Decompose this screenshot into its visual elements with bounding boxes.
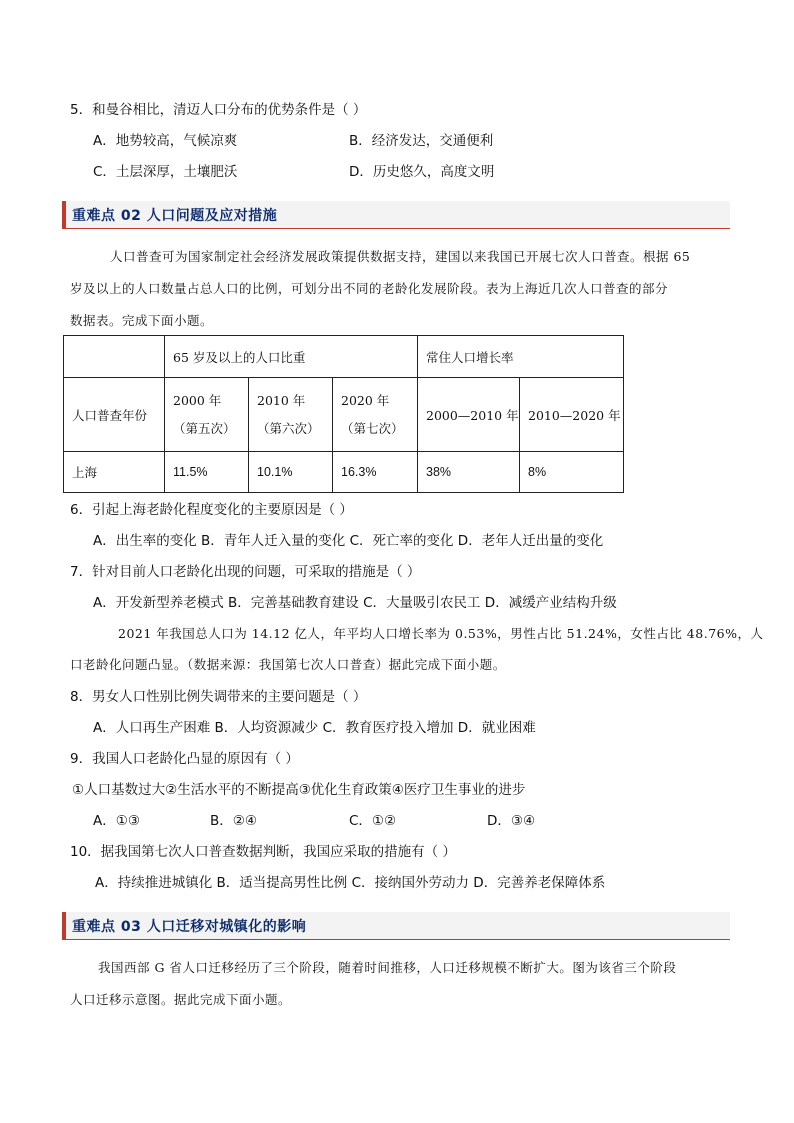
- col-2000-census: （第五次）: [173, 420, 236, 436]
- table-row: [64, 452, 624, 493]
- shanghai-census-table: [63, 335, 624, 493]
- passage1-line2: 岁及以上的人口数量占总人口的比例，可划分出不同的老龄化发展阶段。表为上海近几次人口普查的部分: [70, 281, 669, 296]
- table-col-2000: [165, 378, 249, 452]
- table-col-2000-2010: 2000—2010 年: [418, 378, 520, 452]
- col-2000-year: 2000 年: [173, 392, 222, 408]
- col-2010-year: 2010 年: [257, 392, 306, 408]
- q5-stem: 5．和曼谷相比，清迈人口分布的优势条件是（ ）: [70, 102, 367, 118]
- q9-option-c: C．①②: [349, 813, 397, 829]
- q6-stem: 6．引起上海老龄化程度变化的主要原因是（ ）: [70, 502, 353, 518]
- q5-option-b: B．经济发达，交通便利: [349, 133, 494, 149]
- passage2-line2: 口老龄化问题凸显。（数据来源：我国第七次人口普查）据此完成下面小题。: [70, 657, 506, 672]
- table-row-header: 人口普查年份: [64, 378, 165, 452]
- q9-option-a: A．①③: [93, 813, 140, 829]
- q9-option-d: D．③④: [487, 813, 536, 829]
- q9-items: ①人口基数过大②生活水平的不断提高③优化生育政策④医疗卫生事业的进步: [72, 782, 526, 798]
- q7-stem: 7．针对目前人口老龄化出现的问题，可采取的措施是（ ）: [70, 564, 421, 580]
- passage1-line3: 数据表。完成下面小题。: [70, 313, 214, 328]
- q5-option-a: A．地势较高，气候凉爽: [93, 133, 238, 149]
- table-corner-cell: [64, 336, 165, 378]
- section-header-03: [62, 912, 730, 940]
- table-col-2010-2020: 2010—2020 年: [520, 378, 624, 452]
- table-cell-v5: 8%: [520, 452, 624, 493]
- table-cell-v4: 38%: [418, 452, 520, 493]
- col-2010-census: （第六次）: [257, 420, 320, 436]
- table-group-growth-rate: 常住人口增长率: [418, 336, 624, 378]
- table-region-cell: 上海: [64, 452, 165, 493]
- col-2020-census: （第七次）: [341, 420, 404, 436]
- passage2-line1: 2021 年我国总人口为 14.12 亿人，年平均人口增长率为 0.53%，男性占比 51.24%，女性占比 48.76%，人: [118, 626, 764, 641]
- table-col-2020: [333, 378, 418, 452]
- q7-options: A．开发新型养老模式 B．完善基础教育建设 C．大量吸引农民工 D．减缓产业结构升级: [93, 595, 617, 611]
- section-header-02: [62, 201, 730, 229]
- table-cell-v3: 16.3%: [333, 452, 418, 493]
- section-title-02: 重难点 02 人口问题及应对措施: [72, 208, 278, 224]
- q9-stem: 9．我国人口老龄化凸显的原因有（ ）: [70, 751, 299, 767]
- q10-stem: 10．据我国第七次人口普查数据判断，我国应采取的措施有（ ）: [70, 844, 456, 860]
- col-2020-year: 2020 年: [341, 392, 390, 408]
- table-col-2010: [249, 378, 333, 452]
- table-subheader-row: [64, 378, 624, 452]
- table-group-elderly-ratio: 65 岁及以上的人口比重: [165, 336, 418, 378]
- passage3-line1: 我国西部 G 省人口迁移经历了三个阶段，随着时间推移，人口迁移规模不断扩大。图为该省三个阶段: [98, 960, 677, 975]
- table-cell-v2: 10.1%: [249, 452, 333, 493]
- q10-options: A．持续推进城镇化 B．适当提高男性比例 C．接纳国外劳动力 D．完善养老保障体系: [95, 875, 606, 891]
- q6-options: A．出生率的变化 B．青年人迁入量的变化 C．死亡率的变化 D．老年人迁出量的变化: [93, 533, 604, 549]
- section-title-03: 重难点 03 人口迁移对城镇化的影响: [72, 919, 307, 935]
- passage1-line1: 人口普查可为国家制定社会经济发展政策提供数据支持，建国以来我国已开展七次人口普查。根据 65: [110, 249, 691, 264]
- q5-option-c: C．土层深厚，土壤肥沃: [93, 164, 238, 180]
- q9-option-b: B．②④: [210, 813, 257, 829]
- table-header-row: [64, 336, 624, 378]
- passage3-line2: 人口迁移示意图。据此完成下面小题。: [70, 992, 292, 1007]
- q5-option-d: D．历史悠久，高度文明: [349, 164, 495, 180]
- q8-options: A．人口再生产困难 B．人均资源减少 C．教育医疗投入增加 D．就业困难: [93, 720, 536, 736]
- q8-stem: 8．男女人口性别比例失调带来的主要问题是（ ）: [70, 689, 367, 705]
- table-cell-v1: 11.5%: [165, 452, 249, 493]
